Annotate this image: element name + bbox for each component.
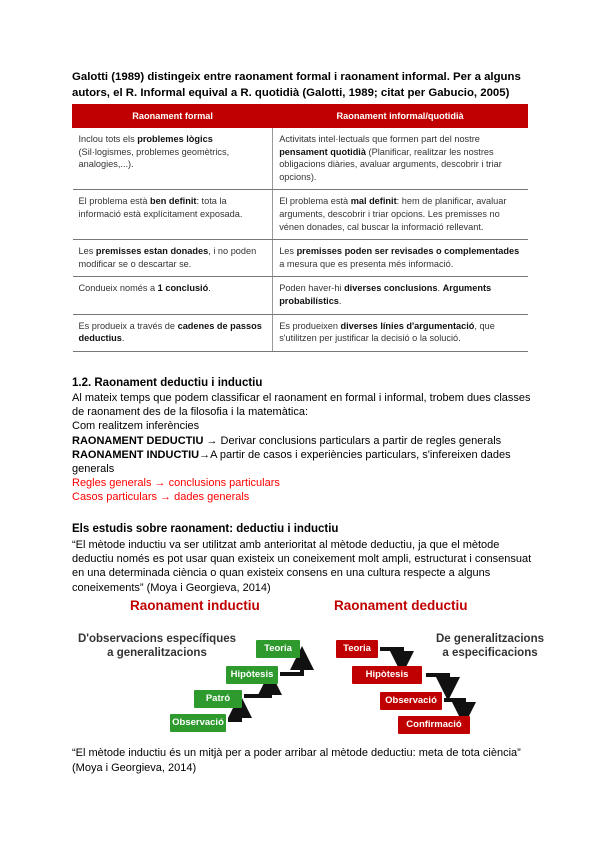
cell-text: a mesura que es presenta més informació. (279, 258, 454, 269)
informal-cell (273, 128, 528, 190)
informal-cell (273, 190, 528, 240)
step-observacio-ded: Observació (380, 692, 442, 710)
step-teoria: Teoria (256, 640, 300, 658)
cell-text: Les (279, 246, 297, 257)
section-heading-deductive-inductive: 1.2. Raonament deductiu i inductiu (72, 377, 263, 389)
cell-bold-text: mal definit (350, 196, 397, 207)
cell-text: (Planificar, realitzar les nostres obligacions diàries, avaluar arguments, descobrir i triar opcions). (279, 146, 502, 182)
deductive-summary: Regles generals → conclusions particulars (72, 477, 280, 490)
cell-text: Poden haver-hi (279, 283, 345, 294)
arrow-observacio-patro (228, 706, 240, 720)
arrow-observacio-confirmacio (444, 700, 464, 714)
cell-bold-text: ben definit (150, 196, 197, 207)
cell-text: El problema està (78, 196, 150, 207)
cell-text: (Sil·logismes, problemes geomètrics, analogies,...). (78, 146, 230, 170)
informal-cell (273, 277, 528, 314)
formal-cell (73, 240, 273, 277)
arrow-hipotesis-teoria (280, 658, 302, 674)
deductive-title: Raonament deductiu (334, 598, 468, 613)
table-row (73, 128, 528, 190)
inductive-caption-line-2: a generalitzacions (107, 647, 207, 659)
arrow-hipotesis-observacio (426, 675, 448, 689)
intro-paragraph: Galotti (1989) distingeix entre raonament formal i raonament informal. Per a alguns autors, el R. Informal equival a R. quotidià (Galotti, 1989; citat per Gabucio, 2005) (72, 71, 521, 99)
cell-text: Activitats intel·lectuals que formen part del nostre (279, 134, 480, 144)
cell-bold-text: 1 conclusió (157, 283, 209, 294)
intro-text: Al mateix temps que podem classificar el raonament en formal i informal, trobem dues classes de raonament des de la filosofia i la matemàtica: (72, 392, 531, 419)
step-observacio: Observació (170, 714, 226, 732)
cell-text: Les (78, 246, 96, 257)
table-row (73, 277, 528, 314)
cell-text: : tota la informació està explícitament exposada. (78, 196, 243, 219)
inferences-text: Com realitzem inferències (72, 420, 200, 433)
cell-bold-text: Arguments probabilístics (279, 283, 492, 306)
inductive-summary: Casos particulars → dades generals (72, 491, 250, 504)
inductive-definition (72, 448, 532, 476)
cell-text: , que s'utilitzen per justificar la decisió o la solució. (279, 320, 495, 344)
formal-cell (73, 128, 273, 190)
cell-text: , i no poden modificar se o descartar se. (78, 246, 257, 269)
step-hipotesis-ded: Hipòtesis (352, 666, 422, 684)
table-header-informal: Raonament informal/quotidià (273, 105, 528, 128)
formal-cell (73, 277, 273, 314)
formal-cell (73, 314, 273, 351)
arrow-teoria-hipotesis (380, 649, 402, 663)
deductive-caption-line-2: a especificacions (442, 647, 538, 659)
cell-bold-text: diverses línies d'argumentació (340, 320, 475, 331)
comparison-table (72, 104, 528, 352)
step-patro: Patró (194, 690, 242, 708)
cell-text: Inclou tots els (78, 134, 138, 144)
step-hipotesis: Hipòtesis (226, 666, 278, 684)
cell-text: : hem de planificar, avaluar arguments, descobrir i triar opcions. Les premisses no vénen donades, cal buscar la informació rellevant. (279, 196, 507, 232)
inductive-text: →A partir de casos i experiències particulars, s'infereixen dades generals (72, 448, 511, 476)
arrow-patro-hipotesis (244, 683, 270, 696)
informal-cell (273, 314, 528, 351)
table-row (73, 314, 528, 351)
cell-text: Es produeixen (279, 320, 341, 331)
deductive-term: RAONAMENT DEDUCTIU (72, 434, 204, 447)
cell-bold-text: pensament quotidià (279, 146, 366, 157)
table-row (73, 190, 528, 240)
cell-bold-text: cadenes de passos deductius (78, 320, 262, 344)
cell-text: . (208, 283, 211, 294)
studies-heading: Els estudis sobre raonament: deductiu i inductiu (72, 523, 339, 535)
formal-cell (73, 190, 273, 240)
cell-bold-text: premisses estan donades (95, 246, 209, 257)
reasoning-diagram (64, 596, 544, 746)
cell-text: . (338, 295, 342, 306)
deductive-caption-line-1: De generalitzacions (435, 633, 544, 645)
cell-text: El problema està (279, 196, 351, 207)
cell-bold-text: premisses poden ser revisades o complementades (296, 246, 520, 257)
inductive-title: Raonament inductiu (130, 598, 260, 613)
informal-cell (273, 240, 528, 277)
section-text (72, 391, 532, 505)
table-header-formal: Raonament formal (73, 105, 273, 128)
inductive-caption-line-1: D'observacions específiques (77, 633, 237, 645)
cell-text: . (121, 333, 125, 344)
cell-text: Condueix només a (78, 283, 158, 294)
footer-quote: “El mètode inductiu és un mitjà per a poder arribar al mètode deductiu: meta de tota ciència” (Moya i Georgieva, 2014) (72, 747, 521, 774)
cell-bold-text: problemes lògics (137, 134, 213, 144)
studies-quote: “El mètode inductiu va ser utilitzat amb anterioritat al mètode deductiu, ja que el mètode deductiu només es pot usar quan existeix un coneixement molt ampli, estructurat i consensuat en una determinada ciència o quan existeix consens en una cultura respecte a alguns coneixements” (Moya i Georgieva, 2014) (72, 539, 532, 594)
step-confirmacio: Confirmació (398, 716, 470, 734)
deductive-text: → Derivar conclusions particulars a partir de regles generals (203, 434, 502, 447)
table-row (73, 240, 528, 277)
cell-text: Es produeix a través de (78, 320, 178, 331)
diagram-arrows (64, 596, 544, 746)
cell-text: . (437, 283, 443, 294)
deductive-definition (72, 434, 532, 448)
inductive-term: RAONAMENT INDUCTIU (72, 448, 200, 461)
cell-bold-text: diverses conclusions (344, 283, 438, 294)
step-teoria-ded: Teoria (336, 640, 378, 658)
